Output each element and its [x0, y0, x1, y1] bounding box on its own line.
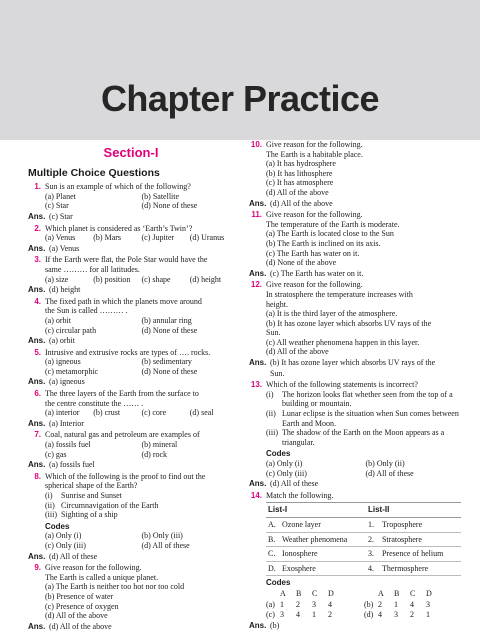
question-number — [249, 150, 262, 160]
sub-statement — [266, 390, 461, 409]
option: (c) It has atmosphere — [266, 178, 334, 188]
answer-label: Ans. — [28, 551, 46, 561]
answer-spacer — [249, 369, 270, 379]
match-cell: A. — [266, 517, 280, 532]
left-column — [28, 138, 234, 631]
question-line — [28, 224, 234, 234]
option: (a) size — [45, 274, 69, 284]
option: (b) annular ring — [141, 315, 192, 325]
question-text: Which of the following is the proof to find out the — [45, 471, 206, 481]
option: (b) Only (ii) — [365, 459, 405, 468]
sub-text: Lunar eclipse is the situation when Sun comes between Earth and Moon. — [282, 409, 459, 428]
option: (c) The Earth has water on it. — [266, 248, 360, 258]
answer-text: (a) fossils fuel — [49, 460, 95, 470]
codes-cell: 1 — [426, 610, 430, 620]
question-block — [249, 491, 461, 631]
answer — [28, 212, 234, 222]
option: (a) It has hydrosphere — [266, 159, 336, 169]
answer-label: Ans. — [28, 285, 46, 295]
question-number: 7. — [34, 430, 41, 440]
match-cell: Thermosphere — [380, 561, 461, 576]
question-block — [28, 255, 234, 294]
question-number — [249, 290, 262, 300]
sub-statement — [45, 510, 234, 520]
codes-cell: 2 — [296, 599, 300, 609]
answer-label: Ans. — [28, 418, 46, 428]
option: (d) seal — [189, 408, 214, 418]
answer-text: (d) All of these — [270, 479, 319, 489]
options-grid — [28, 408, 234, 418]
question-number — [249, 220, 262, 230]
option: (d) All of the above — [266, 187, 329, 197]
question-line — [28, 573, 234, 583]
answer — [28, 460, 234, 470]
codes-cell: 3 — [394, 610, 398, 620]
answer-text: (c) The Earth has water on it. — [270, 268, 364, 278]
answer-text: (b) — [270, 620, 280, 630]
question-number — [28, 265, 41, 275]
question-text: Which of the following statements is incorrect? — [266, 380, 418, 390]
option: (c) Presence of oxygen — [45, 601, 119, 611]
options-grid — [249, 229, 461, 267]
option: (c) Star — [45, 201, 69, 211]
option: (b) Presence of water — [45, 591, 114, 601]
option: (b) position — [93, 274, 131, 284]
option: (a) The Earth is located close to the Sun — [266, 229, 394, 239]
match-cell: D. — [266, 561, 280, 576]
question-block — [249, 280, 461, 378]
answer — [28, 285, 234, 295]
answer — [249, 358, 461, 368]
sub-number: (iii) — [266, 428, 278, 438]
option: (c) Only (iii) — [45, 540, 86, 550]
answer-text: Sun. — [270, 368, 285, 378]
question-line — [249, 220, 461, 230]
question-text: In stratosphere the temperature increases with — [266, 289, 413, 299]
question-line — [28, 430, 234, 440]
codes-label: Codes — [266, 449, 291, 459]
answer — [249, 621, 461, 631]
codes-cell: 2 — [328, 610, 332, 620]
question-block — [28, 563, 234, 631]
answer — [28, 552, 234, 562]
question-line — [28, 563, 234, 573]
codes-cell: 1 — [394, 599, 398, 609]
answer-label: Ans. — [28, 377, 46, 387]
question-line — [249, 491, 461, 501]
question-number: 10. — [250, 140, 262, 149]
question-number — [249, 300, 262, 310]
sub-text: Sighting of a ship — [61, 510, 118, 520]
match-cell: Ionosphere — [280, 547, 366, 562]
answer-text: (d) height — [49, 285, 81, 295]
option: (b) It has ozone layer which absorbs UV rays of the — [266, 318, 432, 328]
question-text: Give reason for the following. — [266, 280, 363, 290]
answer-text: (d) All of these — [49, 551, 98, 561]
answer-text: (a) Venus — [49, 243, 80, 253]
question-number: 3. — [34, 255, 41, 265]
option: (b) Mars — [93, 233, 122, 243]
options-grid — [28, 440, 234, 459]
question-text: Give reason for the following. — [45, 563, 142, 573]
option: (a) orbit — [45, 315, 71, 325]
codes-cell: C — [312, 588, 318, 598]
option: (c) Jupiter — [141, 233, 175, 243]
option: (b) sedimentary — [141, 357, 192, 367]
answer-text: (c) Star — [49, 211, 73, 221]
options-grid — [28, 316, 234, 335]
question-line — [249, 300, 461, 310]
codes-cell: B — [296, 588, 302, 598]
codes-cell: 3 — [312, 599, 316, 609]
question-line — [28, 399, 234, 409]
match-cell: Exosphere — [280, 561, 366, 576]
question-number: 6. — [34, 389, 41, 399]
question-line — [28, 306, 234, 316]
answer-label: Ans. — [28, 621, 46, 631]
codes-row — [249, 610, 461, 620]
sub-number: (i) — [266, 389, 274, 399]
answer-label: Ans. — [28, 211, 46, 221]
codes-cell: 1 — [312, 610, 316, 620]
option: (a) The Earth is neither too hot nor too cold — [45, 582, 185, 592]
question-text: Intrusive and extrusive rocks are types of …. rocks. — [45, 347, 211, 357]
question-text: If the Earth were flat, the Pole Star would have the — [45, 255, 208, 265]
question-line — [28, 265, 234, 275]
sub-number: (ii) — [45, 500, 55, 510]
option: Sun. — [266, 328, 281, 338]
question-text: The three layers of the Earth from the surface to — [45, 389, 199, 399]
question-line — [249, 140, 461, 150]
question-text: spherical shape of the Earth? — [45, 481, 138, 491]
answer-label: Ans. — [249, 479, 267, 489]
sub-number: (iii) — [45, 510, 57, 520]
sub-statements — [28, 491, 234, 520]
option: (d) Uranus — [189, 233, 225, 243]
option: (a) igneous — [45, 357, 81, 367]
question-text: Give reason for the following. — [266, 140, 363, 149]
match-cell: C. — [266, 547, 280, 562]
options-grid — [28, 531, 234, 550]
codes-cell: 3 — [426, 599, 430, 609]
option: (a) fossils fuel — [45, 440, 91, 450]
options-grid — [28, 233, 234, 243]
option: (d) None of these — [141, 325, 198, 335]
question-number: 9. — [34, 563, 41, 573]
sub-statements — [249, 390, 461, 448]
list-ii-header: List-II — [366, 503, 461, 518]
option: (d) All of these — [365, 468, 414, 478]
question-block — [249, 210, 461, 278]
answer-text: (a) orbit — [49, 336, 75, 346]
question-number — [28, 573, 41, 583]
answer-label: Ans. — [249, 358, 267, 368]
codes-cell — [344, 610, 364, 620]
question-line — [28, 297, 234, 307]
options-grid — [28, 582, 234, 620]
question-line — [28, 389, 234, 399]
question-line — [28, 255, 234, 265]
option: (c) gas — [45, 449, 67, 459]
question-number — [28, 481, 41, 491]
answer — [28, 377, 234, 387]
sub-number: (ii) — [266, 409, 276, 419]
option: (d) None of these — [141, 201, 198, 211]
match-cell: B. — [266, 532, 280, 547]
options-grid — [28, 192, 234, 211]
answer-text: (d) All of the above — [49, 621, 112, 631]
option: (a) Planet — [45, 191, 76, 201]
codes-cell: (a) — [266, 599, 275, 609]
codes-cell: 4 — [328, 599, 332, 609]
codes-cell: 4 — [378, 610, 382, 620]
sub-text: The shadow of the Earth on the Moon appears as a triangular. — [282, 428, 445, 447]
option: (c) All weather phenomena happen in this layer. — [266, 337, 420, 347]
title-band — [0, 0, 480, 140]
codes-cell: 2 — [410, 610, 414, 620]
question-block — [28, 472, 234, 561]
page-title: Chapter Practice — [100, 78, 380, 119]
answer-label: Ans. — [28, 336, 46, 346]
codes-cell: 3 — [280, 610, 284, 620]
sub-statement — [266, 409, 461, 428]
question-number — [28, 306, 41, 316]
option: (c) shape — [141, 274, 171, 284]
option: (c) circular path — [45, 325, 97, 335]
option: (b) crust — [93, 408, 121, 418]
option: (b) Satellite — [141, 191, 180, 201]
list-i-header: List-I — [266, 503, 366, 518]
question-text: Give reason for the following. — [266, 210, 363, 220]
question-block — [28, 224, 234, 254]
match-row — [266, 547, 461, 562]
options-grid — [28, 357, 234, 376]
section-title: Section-I — [103, 145, 159, 160]
answer-text: (d) All of the above — [270, 198, 333, 208]
question-block — [28, 182, 234, 221]
question-text: Coal, natural gas and petroleum are examples of — [45, 430, 200, 440]
options-grid — [249, 159, 461, 197]
codes-cell: 4 — [410, 599, 414, 609]
match-cell: Weather phenomena — [280, 532, 366, 547]
question-text: height. — [266, 299, 288, 309]
question-text: same ……… for all latitudes. — [45, 264, 140, 274]
option: (d) None of the above — [266, 258, 337, 268]
question-number: 1. — [34, 182, 41, 192]
question-text: The fixed path in which the planets move around — [45, 296, 202, 306]
answer — [28, 336, 234, 346]
answer-label: Ans. — [249, 268, 267, 278]
question-text: the Sun is called ……… . — [45, 306, 128, 316]
codes-cell — [266, 589, 280, 599]
codes-row — [249, 589, 461, 599]
option: (d) height — [189, 274, 222, 284]
answer — [249, 479, 461, 489]
codes-cell: A — [378, 588, 384, 598]
codes-cell: (d) — [364, 610, 374, 620]
answer — [28, 622, 234, 631]
question-text: The temperature of the Earth is moderate. — [266, 219, 400, 229]
question-number — [28, 399, 41, 409]
answer-label: Ans. — [28, 243, 46, 253]
options-grid — [249, 459, 461, 478]
match-row — [266, 561, 461, 576]
question-line — [249, 150, 461, 160]
match-cell: 1. — [366, 517, 380, 532]
option: (a) Venus — [45, 233, 76, 243]
question-line — [249, 290, 461, 300]
sub-statement — [266, 428, 461, 447]
question-block — [28, 348, 234, 387]
codes-cell: 4 — [296, 610, 300, 620]
codes-cell: (c) — [266, 610, 275, 620]
question-number: 5. — [34, 347, 41, 357]
question-text: The Earth is called a unique planet. — [45, 572, 159, 582]
answer-text: (a) igneous — [49, 377, 85, 387]
codes-label: Codes — [45, 521, 70, 531]
question-text: The Earth is a habitable place. — [266, 149, 363, 159]
match-cell: Ozone layer — [280, 517, 366, 532]
match-table — [266, 502, 461, 576]
codes-cell: 1 — [280, 599, 284, 609]
answer — [249, 199, 461, 209]
answer-text: (b) It has ozone layer which absorbs UV rays of the — [270, 358, 436, 368]
question-line — [249, 380, 461, 390]
question-text: Which planet is considered as ‘Earth’s Twin’? — [45, 223, 193, 233]
option: (c) metamorphic — [45, 366, 99, 376]
question-block — [249, 380, 461, 489]
question-block — [28, 389, 234, 428]
option: (a) It is the third layer of the atmosphere. — [266, 309, 398, 319]
option: (b) The Earth is inclined on its axis. — [266, 238, 381, 248]
option: (d) rock — [141, 449, 168, 459]
question-number: 13. — [250, 380, 262, 390]
option: (b) Only (iii) — [141, 531, 183, 541]
codes-cell: C — [410, 588, 416, 598]
question-line — [28, 481, 234, 491]
match-cell: Presence of helium — [380, 547, 461, 562]
option: (d) All of the above — [266, 347, 329, 357]
question-text: Sun is an example of which of the following? — [45, 182, 191, 192]
question-line — [249, 280, 461, 290]
right-column — [249, 138, 461, 630]
codes-cell: D — [426, 588, 432, 598]
codes-cell — [344, 589, 364, 599]
question-number: 2. — [34, 223, 41, 233]
sub-statement — [45, 491, 234, 501]
answer-text: (a) Interior — [49, 418, 84, 428]
option: (c) Only (iii) — [266, 468, 307, 478]
codes-cell — [364, 589, 378, 599]
question-number: 11. — [251, 210, 262, 220]
option: (b) It has lithosphere — [266, 168, 333, 178]
question-text: Match the following. — [266, 490, 334, 500]
answer — [249, 269, 461, 279]
sub-text: The horizon looks flat whether seen from the top of a building or mountain. — [282, 389, 453, 409]
answer — [28, 419, 234, 429]
match-cell: 4. — [366, 561, 380, 576]
question-number: 8. — [34, 471, 41, 481]
match-cell: Troposphere — [380, 517, 461, 532]
match-row — [266, 532, 461, 547]
question-block — [249, 140, 461, 208]
sub-text: Circumnavigation of the Earth — [61, 500, 159, 510]
sub-text: Sunrise and Sunset — [61, 491, 122, 500]
match-cell: 3. — [366, 547, 380, 562]
options-grid — [249, 309, 461, 357]
match-cell: Stratosphere — [380, 532, 461, 547]
option: (d) All of these — [141, 540, 190, 550]
codes-cell: 2 — [378, 599, 382, 609]
answer — [28, 244, 234, 254]
option: (a) interior — [45, 408, 80, 418]
question-number: 12. — [250, 280, 262, 290]
question-block — [28, 297, 234, 346]
section-subtitle: Multiple Choice Questions — [28, 166, 160, 179]
question-number: 4. — [34, 296, 41, 306]
sub-number: (i) — [45, 491, 53, 500]
sub-statement — [45, 501, 234, 511]
codes-cell: D — [328, 588, 334, 598]
question-text: the centre constitute the …… . — [45, 398, 144, 408]
codes-cell — [344, 600, 364, 610]
question-line — [249, 210, 461, 220]
codes-cell: A — [280, 588, 286, 598]
options-grid — [28, 275, 234, 285]
question-line — [28, 472, 234, 482]
answer-label: Ans. — [28, 460, 46, 470]
answer-continued — [249, 369, 461, 379]
option: (d) None of these — [141, 366, 198, 376]
option: (b) mineral — [141, 440, 178, 450]
codes-label: Codes — [266, 578, 291, 588]
option: (c) core — [141, 408, 167, 418]
match-cell: 2. — [366, 532, 380, 547]
match-row — [266, 517, 461, 532]
codes-row — [249, 600, 461, 610]
option: (d) All of the above — [45, 611, 108, 621]
option: (a) Only (i) — [45, 531, 82, 541]
codes-cell: (b) — [364, 599, 374, 609]
option: (a) Only (i) — [266, 459, 303, 468]
answer-label: Ans. — [249, 620, 267, 630]
answer-label: Ans. — [249, 198, 267, 208]
codes-cell: B — [394, 588, 400, 598]
question-number: 14. — [250, 490, 262, 500]
question-block — [28, 430, 234, 469]
question-line — [28, 348, 234, 358]
question-line — [28, 182, 234, 192]
